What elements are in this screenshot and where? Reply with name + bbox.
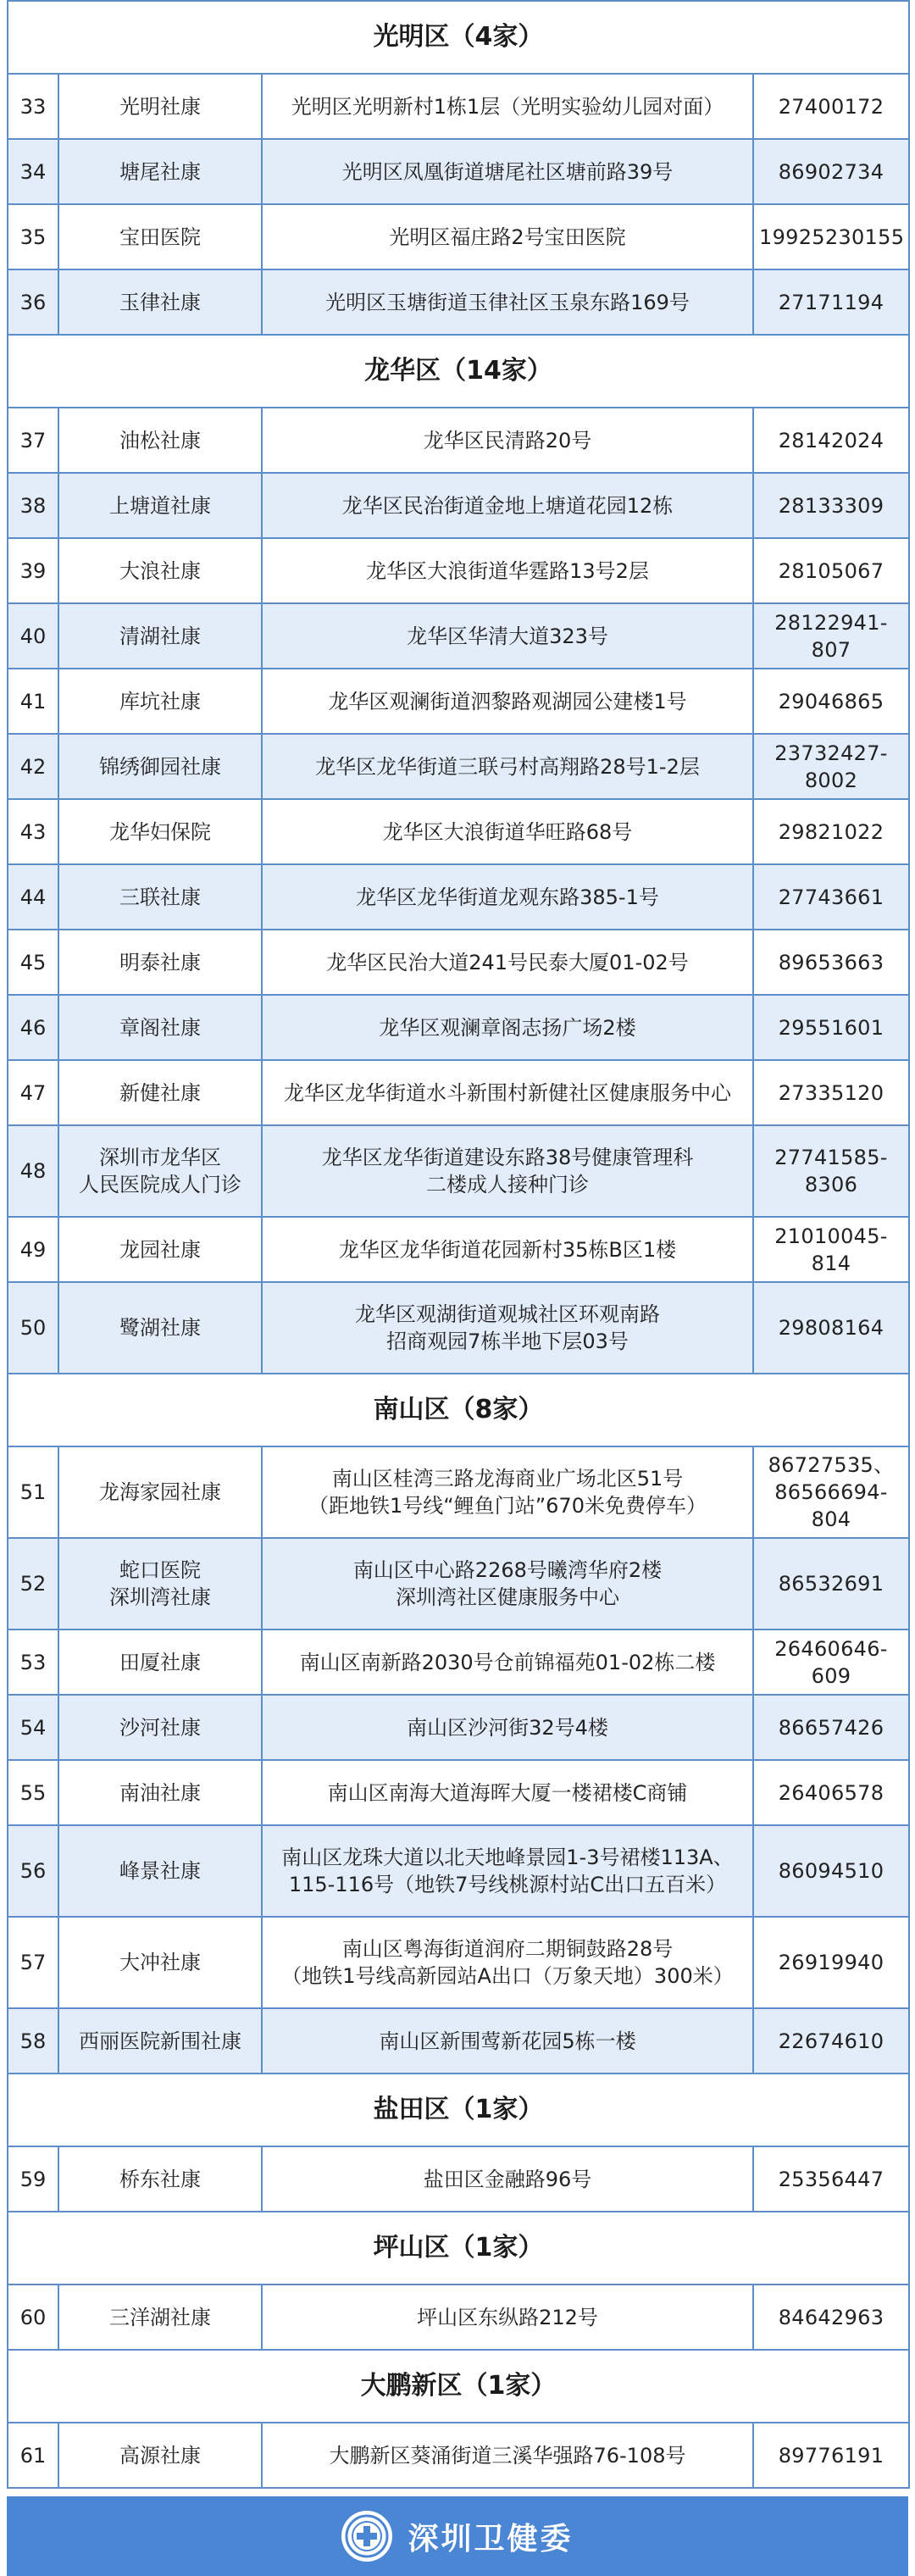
district-title: 龙华区（14家） [8,335,909,408]
table-row [8,734,909,799]
clinic-address: 南山区粤海街道润府二期铜鼓路28号 （地铁1号线高新园站A出口（万象天地）300米） [262,1917,753,2008]
table-row [8,1629,909,1695]
district-header [8,1374,909,1446]
clinic-phone: 29821022 [753,799,909,864]
row-number: 59 [8,2146,58,2212]
footer-banner [7,2496,908,2576]
clinic-address: 龙华区龙华街道建设东路38号健康管理科 二楼成人接种门诊 [262,1125,753,1217]
clinic-phone: 19925230155 [753,204,909,269]
table-row [8,669,909,734]
clinic-phone: 28142024 [753,408,909,473]
table-row [8,139,909,204]
clinic-address: 光明区玉塘街道玉律社区玉泉东路169号 [262,269,753,335]
clinic-address: 龙华区华清大道323号 [262,603,753,669]
clinic-phone: 86902734 [753,139,909,204]
table-row [8,799,909,864]
clinic-phone: 22674610 [753,2008,909,2074]
clinic-name: 高源社康 [58,2423,262,2488]
row-number: 35 [8,204,58,269]
row-number: 44 [8,864,58,930]
clinic-table [7,0,910,2489]
clinic-name: 大浪社康 [58,538,262,603]
clinic-name: 油松社康 [58,408,262,473]
clinic-phone: 89776191 [753,2423,909,2488]
table-row [8,1217,909,1282]
clinic-name: 南油社康 [58,1760,262,1825]
row-number: 39 [8,538,58,603]
clinic-name: 龙华妇保院 [58,799,262,864]
clinic-name: 光明社康 [58,74,262,139]
row-number: 51 [8,1446,58,1538]
clinic-address: 南山区沙河街32号4楼 [262,1695,753,1760]
row-number: 55 [8,1760,58,1825]
clinic-phone: 27335120 [753,1060,909,1125]
clinic-name: 大冲社康 [58,1917,262,2008]
clinic-address: 龙华区龙华街道水斗新围村新健社区健康服务中心 [262,1060,753,1125]
clinic-address: 光明区凤凰街道塘尾社区塘前路39号 [262,139,753,204]
clinic-address: 光明区福庄路2号宝田医院 [262,204,753,269]
clinic-address: 南山区南新路2030号仓前锦福苑01-02栋二楼 [262,1629,753,1695]
row-number: 61 [8,2423,58,2488]
table-row [8,1825,909,1917]
row-number: 43 [8,799,58,864]
clinic-name: 三洋湖社康 [58,2285,262,2350]
table-row [8,995,909,1060]
clinic-phone: 26919940 [753,1917,909,2008]
clinic-phone: 29046865 [753,669,909,734]
row-number: 54 [8,1695,58,1760]
clinic-name: 新健社康 [58,1060,262,1125]
clinic-address: 南山区中心路2268号曦湾华府2楼 深圳湾社区健康服务中心 [262,1538,753,1629]
clinic-address: 大鹏新区葵涌街道三溪华强路76-108号 [262,2423,753,2488]
district-title: 坪山区（1家） [8,2212,909,2285]
table-row [8,2008,909,2074]
clinic-name: 清湖社康 [58,603,262,669]
district-title: 盐田区（1家） [8,2074,909,2146]
row-number: 48 [8,1125,58,1217]
row-number: 38 [8,473,58,538]
district-header [8,335,909,408]
table-row [8,1060,909,1125]
clinic-phone: 86727535、 86566694-804 [753,1446,909,1538]
clinic-address: 盐田区金融路96号 [262,2146,753,2212]
clinic-phone: 29551601 [753,995,909,1060]
table-row [8,473,909,538]
row-number: 53 [8,1629,58,1695]
table-row [8,408,909,473]
district-title: 大鹏新区（1家） [8,2350,909,2423]
clinic-phone: 26460646-609 [753,1629,909,1695]
row-number: 57 [8,1917,58,2008]
district-header [8,2350,909,2423]
table-row [8,2423,909,2488]
row-number: 42 [8,734,58,799]
row-number: 34 [8,139,58,204]
clinic-name: 鹭湖社康 [58,1282,262,1374]
clinic-name: 蛇口医院 深圳湾社康 [58,1538,262,1629]
table-row [8,864,909,930]
table-row [8,74,909,139]
clinic-name: 库坑社康 [58,669,262,734]
clinic-name: 明泰社康 [58,930,262,995]
clinic-name: 锦绣御园社康 [58,734,262,799]
clinic-address: 龙华区大浪街道华霆路13号2层 [262,538,753,603]
footer-brand-text: 深圳卫健委 [408,2521,574,2557]
clinic-name: 龙园社康 [58,1217,262,1282]
clinic-phone: 27171194 [753,269,909,335]
row-number: 58 [8,2008,58,2074]
clinic-name: 玉律社康 [58,269,262,335]
clinic-phone: 28122941-807 [753,603,909,669]
clinic-phone: 27400172 [753,74,909,139]
clinic-name: 龙海家园社康 [58,1446,262,1538]
clinic-name: 塘尾社康 [58,139,262,204]
row-number: 37 [8,408,58,473]
clinic-table-body [8,1,909,2488]
clinic-address: 龙华区龙华街道三联弓村高翔路28号1-2层 [262,734,753,799]
table-row [8,2146,909,2212]
table-row [8,269,909,335]
table-row [8,538,909,603]
clinic-phone: 27741585-8306 [753,1125,909,1217]
clinic-name: 三联社康 [58,864,262,930]
clinic-name: 桥东社康 [58,2146,262,2212]
clinic-phone: 29808164 [753,1282,909,1374]
clinic-address: 龙华区龙华街道龙观东路385-1号 [262,864,753,930]
clinic-address: 龙华区民治街道金地上塘道花园12栋 [262,473,753,538]
row-number: 49 [8,1217,58,1282]
clinic-address: 龙华区观湖街道观城社区环观南路 招商观园7栋半地下层03号 [262,1282,753,1374]
table-row [8,603,909,669]
clinic-name: 深圳市龙华区 人民医院成人门诊 [58,1125,262,1217]
row-number: 56 [8,1825,58,1917]
clinic-name: 沙河社康 [58,1695,262,1760]
clinic-phone: 23732427-8002 [753,734,909,799]
clinic-address: 南山区新围莺新花园5栋一楼 [262,2008,753,2074]
clinic-address: 龙华区龙华街道花园新村35栋B区1楼 [262,1217,753,1282]
health-commission-emblem-icon [341,2511,392,2562]
table-row [8,1695,909,1760]
clinic-phone: 86094510 [753,1825,909,1917]
clinic-phone: 27743661 [753,864,909,930]
clinic-address: 龙华区民清路20号 [262,408,753,473]
clinic-address: 龙华区观澜街道泗黎路观湖园公建楼1号 [262,669,753,734]
row-number: 41 [8,669,58,734]
clinic-address: 南山区南海大道海晖大厦一楼裙楼C商铺 [262,1760,753,1825]
clinic-address: 南山区桂湾三路龙海商业广场北区51号 （距地铁1号线“鲤鱼门站”670米免费停车） [262,1446,753,1538]
row-number: 40 [8,603,58,669]
clinic-phone: 28105067 [753,538,909,603]
table-row [8,1446,909,1538]
clinic-address: 龙华区观澜章阁志扬广场2楼 [262,995,753,1060]
table-row [8,204,909,269]
clinic-phone: 86657426 [753,1695,909,1760]
district-header [8,2074,909,2146]
table-row [8,1760,909,1825]
clinic-phone: 26406578 [753,1760,909,1825]
clinic-name: 西丽医院新围社康 [58,2008,262,2074]
table-row [8,1917,909,2008]
district-title: 光明区（4家） [8,1,909,74]
district-header [8,2212,909,2285]
row-number: 60 [8,2285,58,2350]
clinic-address: 龙华区大浪街道华旺路68号 [262,799,753,864]
row-number: 50 [8,1282,58,1374]
clinic-phone: 28133309 [753,473,909,538]
clinic-name: 峰景社康 [58,1825,262,1917]
clinic-address: 光明区光明新村1栋1层（光明实验幼儿园对面） [262,74,753,139]
clinic-phone: 89653663 [753,930,909,995]
table-row [8,1282,909,1374]
clinic-address: 坪山区东纵路212号 [262,2285,753,2350]
clinic-address: 龙华区民治大道241号民泰大厦01-02号 [262,930,753,995]
row-number: 47 [8,1060,58,1125]
row-number: 46 [8,995,58,1060]
table-row [8,1125,909,1217]
clinic-phone: 84642963 [753,2285,909,2350]
clinic-phone: 25356447 [753,2146,909,2212]
table-row [8,2285,909,2350]
table-row [8,1538,909,1629]
clinic-phone: 86532691 [753,1538,909,1629]
clinic-name: 上塘道社康 [58,473,262,538]
row-number: 33 [8,74,58,139]
row-number: 52 [8,1538,58,1629]
row-number: 36 [8,269,58,335]
clinic-name: 宝田医院 [58,204,262,269]
clinic-name: 章阁社康 [58,995,262,1060]
clinic-name: 田厦社康 [58,1629,262,1695]
district-title: 南山区（8家） [8,1374,909,1446]
clinic-address: 南山区龙珠大道以北天地峰景园1-3号裙楼113A、 115-116号（地铁7号线桃源村站C出口五百米） [262,1825,753,1917]
clinic-phone: 21010045-814 [753,1217,909,1282]
row-number: 45 [8,930,58,995]
table-row [8,930,909,995]
district-header [8,1,909,74]
